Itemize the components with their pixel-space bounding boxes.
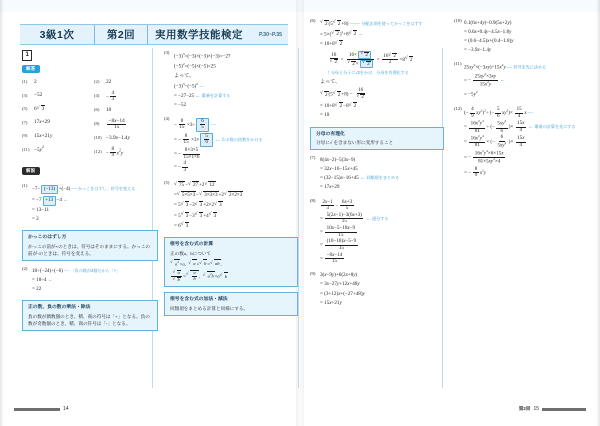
- answer-no: (7): [22, 119, 28, 125]
- solution-step: = 3x−27y+12x+48y: [320, 281, 360, 288]
- footer-chapter-right: 第2回: [518, 406, 531, 411]
- solution-body: [32, 183, 158, 225]
- answer-row: [94, 133, 158, 144]
- footer-page-left: 14: [63, 406, 69, 412]
- header-page-range: P.30~P.35: [258, 31, 282, 38]
- solution-q5: [164, 180, 298, 232]
- solution-body: [174, 50, 298, 111]
- answer-no: (8): [94, 121, 100, 127]
- solution-step: − $\frac{8}{15}$ ×3÷ $\frac{6}{5}$ —: [174, 117, 217, 131]
- answer-no: (11): [22, 146, 30, 152]
- solution-step: √ 75− √ 27+2 √ 12: [174, 181, 298, 190]
- page-right-edge-shadow: [596, 0, 600, 426]
- solution-step: = $\frac{16x^2y^4}{81}$ ÷ (− $\frac{5xy^2}{6}$ )× $\frac{15x}{4}$ ← 累乗の計算を先にする: [464, 119, 576, 134]
- solution-number: (12): [454, 105, 462, 111]
- solution-number: (6): [310, 18, 316, 23]
- answer-no: (9): [22, 133, 28, 139]
- solution-body: [464, 18, 590, 56]
- answer-value: 15x+21y: [34, 132, 53, 139]
- answer-row: [94, 91, 158, 103]
- solution-body: [32, 266, 158, 295]
- section-number: 1: [22, 50, 32, 61]
- solution-step: = $\frac{16x^2y^4}{81}$ × (− $\frac{6}{5xy^2}$ )× $\frac{15x}{4}$: [464, 134, 525, 149]
- explanation-tag: 解説: [22, 167, 40, 175]
- answer-row: [94, 105, 158, 116]
- tip-title: 正の数、負の数の乗法・除法: [28, 305, 91, 311]
- tip-body: かっこの前が+のときは、符号はそのままにする。かっこの前が-のときは、符号を変える。: [28, 244, 151, 257]
- answer-value: 22: [106, 78, 112, 85]
- solution-number: (10): [454, 18, 462, 23]
- answer-value: 2: [34, 78, 37, 85]
- answer-no: (4): [94, 93, 100, 99]
- solution-step: $(-5)^2=(-5)\times(-5)=25$: [174, 62, 216, 71]
- column-rule-2: [298, 48, 299, 388]
- solution-note: かっこをはずし、符号を変える: [78, 185, 136, 191]
- solution-step: $(-3)^3=(-3)\times(-3)\times(-3)=-27$: [174, 51, 231, 60]
- tip-title: 分母の有理化: [316, 131, 345, 137]
- solution-step: = √ 5×5×3− √ 3×3×3+2 √ 2×2×3: [174, 191, 298, 200]
- tip-title: 根号を含む式の計算: [170, 241, 214, 247]
- solution-step: = 5 √ 3−3 √ 3+2×2 √ 3: [174, 201, 298, 210]
- solution-step: = $-5y^2$: [464, 89, 478, 98]
- solution-step: √ 2(5 √ 2+8) —— 分配法則を使ってかっこをはずす: [320, 20, 444, 29]
- solution-note-line: ↑ 分母と分子に√2をかけ、分母を有理化する: [327, 69, 409, 76]
- solution-q10: [454, 18, 590, 56]
- solution-step: よって、: [320, 78, 341, 85]
- answer-row: [22, 118, 86, 129]
- solution-step: = 17x+29: [320, 184, 340, 191]
- solution-q12: [454, 106, 590, 180]
- solution-number: (2): [22, 266, 28, 272]
- solution-number: (8): [310, 198, 316, 204]
- solution-q1: [22, 183, 158, 225]
- answer-row: [22, 91, 86, 102]
- answer-value: −52: [34, 92, 43, 99]
- solution-step: = 2: [32, 216, 39, 223]
- tip-title: かっこのはずし方: [28, 235, 67, 241]
- solution-number: (1): [22, 183, 28, 189]
- solution-note: 通分する: [372, 216, 389, 222]
- solution-step: $25xy^2\times(-3xy)\div 15x^2y$ — 符号を先に決める: [464, 62, 547, 71]
- solution-step: = − $\frac{8\times 3\times 5}{15\times 1\times 6}$: [174, 147, 200, 160]
- tip-box-radical-addition: [164, 292, 298, 316]
- page-footer: [6, 398, 594, 412]
- solution-step: = − $\frac{16x^2y^4\times 6\times 15x}{81\times 5xy^2\times 4}$: [464, 149, 504, 165]
- answer-row: [22, 145, 86, 156]
- solution-q4: [164, 116, 298, 174]
- solution-note: 符号を先に決める: [513, 64, 547, 70]
- footer-right: [519, 406, 586, 412]
- tip-formula-line: √ $a^2=a$, √ a× √ b= √ ab,: [170, 259, 292, 268]
- solution-step: = 6 √ 3: [174, 222, 298, 231]
- solution-q8: [310, 198, 444, 265]
- solution-step: √ 2(5 √ 2+8) − 16 √ 2: [320, 88, 444, 101]
- solution-body: [320, 155, 444, 193]
- solution-step: = − $\frac{4}{3}$: [174, 160, 187, 173]
- solution-step: = $\frac{-8x-14}{15}$: [320, 251, 343, 264]
- answer-row: [22, 77, 86, 88]
- solution-step: 18÷(−24)÷(−6) — 「負の数が2個だから「+」: [32, 267, 121, 274]
- solution-number: (5): [164, 179, 170, 185]
- solution-step: = $\frac{(10-18)x-5-9}{15}$: [320, 238, 357, 251]
- solution-q7: [310, 155, 444, 193]
- solution-step: = 22: [32, 286, 42, 293]
- tip-body: [170, 250, 292, 283]
- answer-value: −3.9x−1.4y: [106, 134, 130, 141]
- footer-page-right: 15: [533, 406, 539, 412]
- solution-q9: [310, 271, 444, 309]
- column-1: [22, 50, 158, 336]
- solution-step: = $\frac{5(2x-1)-3(6x+3)}{15}$ ← 通分する: [320, 212, 389, 225]
- solution-step: (− $\frac{4}{9}$ $xy^2)^2\div$ (− $\frac{5}{6}$ $xy^2)\times$ $\frac{15}{4}$ x —: [464, 106, 533, 119]
- solution-step: 16 √ 2 = 16× √ 2 √ 2× √ 2 = $\frac{16 √ 2}{2}$ =8 √ 2: [320, 51, 444, 69]
- solution-number: (11): [454, 61, 462, 67]
- solution-step: 0.1(6x+4y)−0.9(5x+2y): [464, 19, 512, 26]
- tip-box-rationalization: [310, 127, 444, 151]
- tip-box-radical-calc: [164, 237, 298, 287]
- tip-title: 根号を含む式の加法・減法: [170, 296, 228, 302]
- answer-no: (6): [94, 107, 100, 113]
- answer-no: (10): [94, 135, 102, 141]
- answer-row: [22, 131, 86, 142]
- solution-body: [174, 180, 298, 232]
- answer-row: [22, 104, 86, 115]
- tip-box-parentheses: [22, 230, 158, 261]
- footer-left: [14, 406, 69, 412]
- solution-step: $(-3)^3-(-5)^2$ —: [174, 82, 205, 90]
- tip-body: 分母に√ を含まない形に変形すること: [316, 140, 394, 146]
- solution-note: 累乗の計算を先にする: [534, 124, 576, 130]
- column-3: [310, 18, 444, 309]
- solution-step: = 5 √ 3−3 √ 3+4 √ 3: [174, 212, 298, 221]
- solution-step: = −27−25 ← 累乗を計算する: [174, 93, 231, 100]
- solution-step: = 18÷4 ←: [32, 276, 53, 283]
- solution-number: (7): [310, 155, 316, 161]
- answer-value: 6 √ 3: [34, 105, 45, 114]
- solution-note: 同類項をまとめる: [366, 175, 400, 181]
- page-sheet: [6, 4, 594, 422]
- solution-step: = 32x−16−15x+45: [320, 165, 358, 172]
- solution-body: [464, 61, 590, 101]
- solution-step: $\frac{2x-1}{3}$ − $\frac{6x+3}{5}$: [322, 198, 353, 212]
- answer-row: [94, 119, 158, 131]
- solution-note: 分配法則を使ってかっこをはずす: [361, 20, 423, 26]
- answer-no: (1): [22, 79, 28, 85]
- solution-step: = −52: [174, 102, 187, 109]
- answer-column-right: [94, 77, 158, 161]
- tip-body: 負の数が偶数個のとき、積、商の符号は「+」となる。負の数が奇数個のとき、積、商の符号は「-」となる。: [28, 313, 150, 326]
- solution-q3: [164, 50, 298, 111]
- answer-no: (3): [22, 92, 28, 98]
- tip-box-sign-rules: [22, 300, 158, 331]
- answer-no: (2): [94, 79, 100, 85]
- solution-body: [320, 18, 444, 122]
- solution-number: (4): [164, 116, 170, 122]
- answer-value: 10: [106, 106, 112, 113]
- solution-body: [464, 106, 590, 180]
- column-2: [164, 50, 298, 321]
- solution-step: = −3.9x−1.4y: [464, 46, 492, 53]
- solution-note: 分母と分子に√2をかけ、分母を有理化する: [330, 69, 409, 75]
- answer-row: [94, 77, 158, 88]
- solution-step: = 5×( √ 2)$^2$+8 √ 2 ←: [320, 30, 444, 39]
- solution-q11: [454, 61, 590, 101]
- solution-step: = 15x+21y: [320, 299, 342, 306]
- solution-step: = − $\frac{8}{9}$ $x^2y$: [464, 165, 487, 179]
- header-title: 実用数学技能検定: [155, 29, 243, 41]
- header-round: 第2回: [94, 25, 148, 44]
- solution-step: = 10+8 √ 2: [320, 40, 444, 49]
- answer-value: − $\frac{4}{3}$: [106, 89, 115, 103]
- solution-step: = $\frac{10x-5-18x-9}{15}$: [320, 225, 356, 238]
- answer-grid: [22, 77, 158, 161]
- solution-step: 8(4x−2)−5(3x−9): [320, 156, 356, 163]
- page-left-edge-shadow: [0, 0, 4, 426]
- solution-step: = (0.6−4.5)x+(0.4−1.8)y: [464, 37, 514, 44]
- page-header-banner: [20, 24, 288, 45]
- solution-step: = 0.6x+0.4y−4.5x−1.8y: [464, 28, 512, 35]
- tip-line: 正の数a、bについて: [170, 250, 211, 256]
- solution-step: = − $\frac{8}{15}$ ×3× $\frac{5}{6}$ ← わる数の逆数をかける: [174, 133, 263, 146]
- solution-step: = (32−15)x−16+45 ← 同類項をまとめる: [320, 175, 400, 182]
- answer-value: − $\frac{8}{9}$ $x^2y$: [106, 145, 124, 159]
- solution-step: = 10: [320, 112, 330, 119]
- answer-no: (12): [94, 149, 102, 155]
- solution-q6: [310, 18, 444, 122]
- answer-value: 17x+29: [34, 119, 50, 126]
- answer-tag: 解答: [22, 65, 40, 73]
- solution-step: = (3+12)x+(−27+48)y: [320, 290, 365, 297]
- footer-bar-left: [14, 408, 60, 411]
- tip-body: 同類項をまとめる計算と同様にする。: [170, 305, 249, 311]
- solution-note: わる数の逆数をかける: [221, 137, 263, 143]
- solution-step: −7− (−13) +(−4) — かっこをはずし、符号を変える: [32, 185, 158, 195]
- column-4: [454, 18, 590, 180]
- solution-step: 3(x−9y)+6(2x+8y): [320, 272, 358, 279]
- tip-formula-line: √ a √ b = √ $\frac{a}{b}$ , √ $a^2b=a$ √ b: [170, 270, 292, 283]
- answer-no: (5): [22, 106, 28, 112]
- solution-step: = −7 +13 −4 ←: [32, 196, 158, 206]
- solution-body: [320, 198, 444, 265]
- solution-body: [320, 271, 444, 309]
- footer-bar-right: [542, 408, 586, 411]
- solution-step: よって、: [174, 73, 195, 80]
- answer-row: [94, 147, 158, 159]
- answer-value: $-5y^2$: [34, 145, 44, 153]
- answer-column-left: [22, 77, 86, 161]
- header-grade: 3級1次: [39, 29, 75, 41]
- solution-number: (3): [164, 50, 170, 55]
- solution-number: (9): [310, 270, 316, 276]
- solution-step: = 10+8 √ 2−8 √ 2: [320, 102, 444, 111]
- solution-body: [174, 116, 298, 174]
- answer-value: $\frac{-8x-14}{15}$: [108, 117, 125, 131]
- solution-q2: [22, 266, 158, 295]
- solution-note: 累乗を計算する: [201, 93, 231, 99]
- solution-note: 「負の数が2個だから「+」: [70, 267, 121, 273]
- solution-step: = − $\frac{25xy^2\times 3xy}{15x^2y}$ ←: [464, 72, 505, 89]
- solution-step: = 13−11: [32, 207, 50, 214]
